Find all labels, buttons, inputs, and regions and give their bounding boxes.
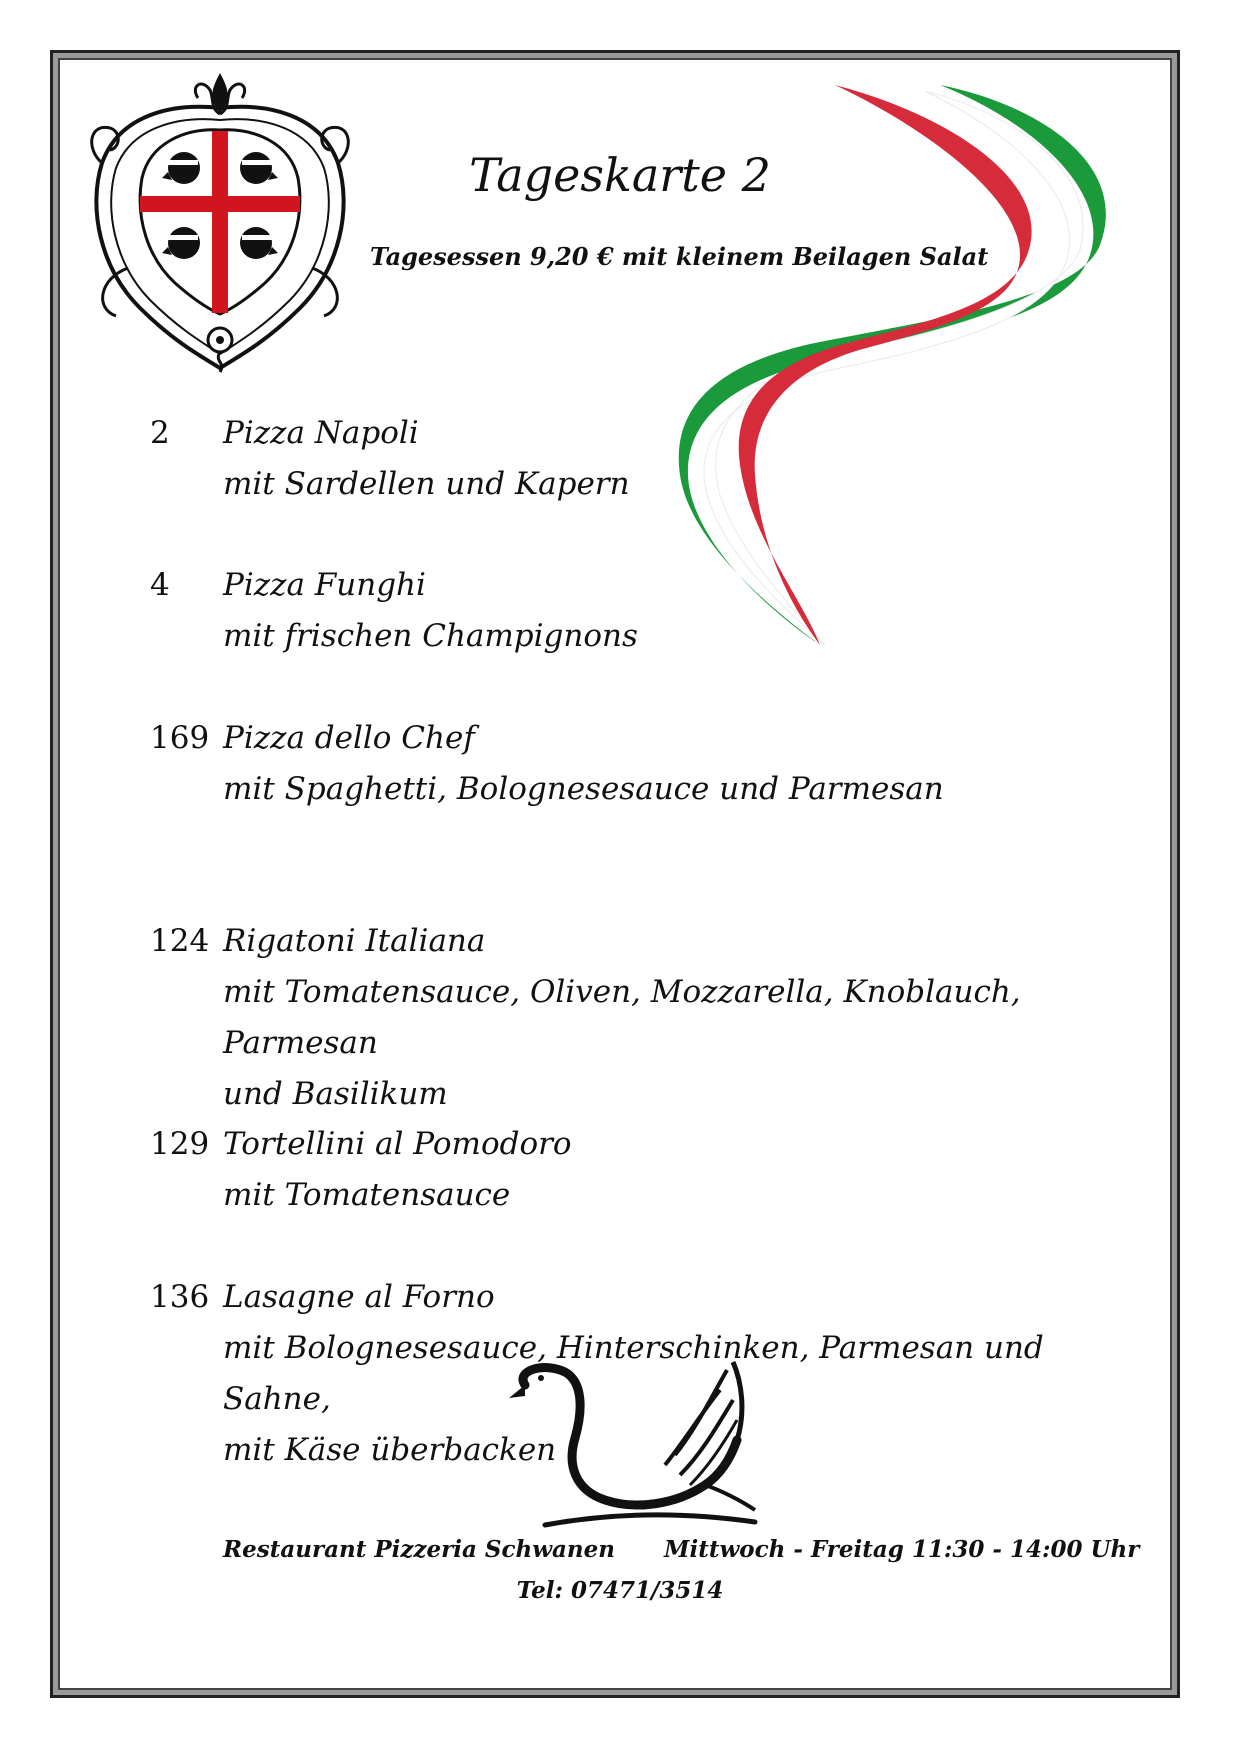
item-name: Pizza Funghi (223, 567, 426, 603)
restaurant-name: Restaurant Pizzeria Schwanen (223, 1536, 615, 1563)
item-description: mit frischen Champignons (223, 618, 638, 654)
item-description: mit Käse überbacken (223, 1432, 557, 1468)
item-number: 129 (150, 1126, 210, 1162)
item-name: Pizza Napoli (223, 415, 419, 451)
item-description: mit Spaghetti, Bolognesesauce und Parmesan (223, 771, 944, 807)
item-name: Lasagne al Forno (223, 1279, 495, 1315)
item-name: Pizza dello Chef (223, 720, 475, 756)
item-name: Tortellini al Pomodoro (223, 1126, 572, 1162)
item-number: 124 (150, 923, 210, 959)
item-name: Rigatoni Italiana (223, 923, 486, 959)
item-number: 136 (150, 1279, 210, 1315)
subtitle: Tagesessen 9,20 € mit kleinem Beilagen Salat (370, 242, 989, 271)
phone-number: Tel: 07471/3514 (516, 1577, 724, 1604)
page-title: Tageskarte 2 (469, 148, 771, 202)
swan-logo-icon (505, 1360, 775, 1545)
item-description: mit Sardellen und Kapern (223, 466, 630, 502)
item-number: 4 (150, 567, 170, 603)
item-description: mit Bolognesesauce, Hinterschinken, Parmesan und Sahne, (223, 1330, 1044, 1417)
item-description: mit Tomatensauce (223, 1177, 511, 1213)
sardinia-coat-of-arms-icon (80, 68, 360, 378)
item-number: 2 (150, 415, 170, 451)
item-number: 169 (150, 720, 210, 756)
item-description: und Basilikum (223, 1076, 448, 1112)
opening-hours: Mittwoch - Freitag 11:30 - 14:00 Uhr (664, 1536, 1140, 1563)
item-description: mit Tomatensauce, Oliven, Mozzarella, Knoblauch, Parmesan (223, 974, 1021, 1061)
